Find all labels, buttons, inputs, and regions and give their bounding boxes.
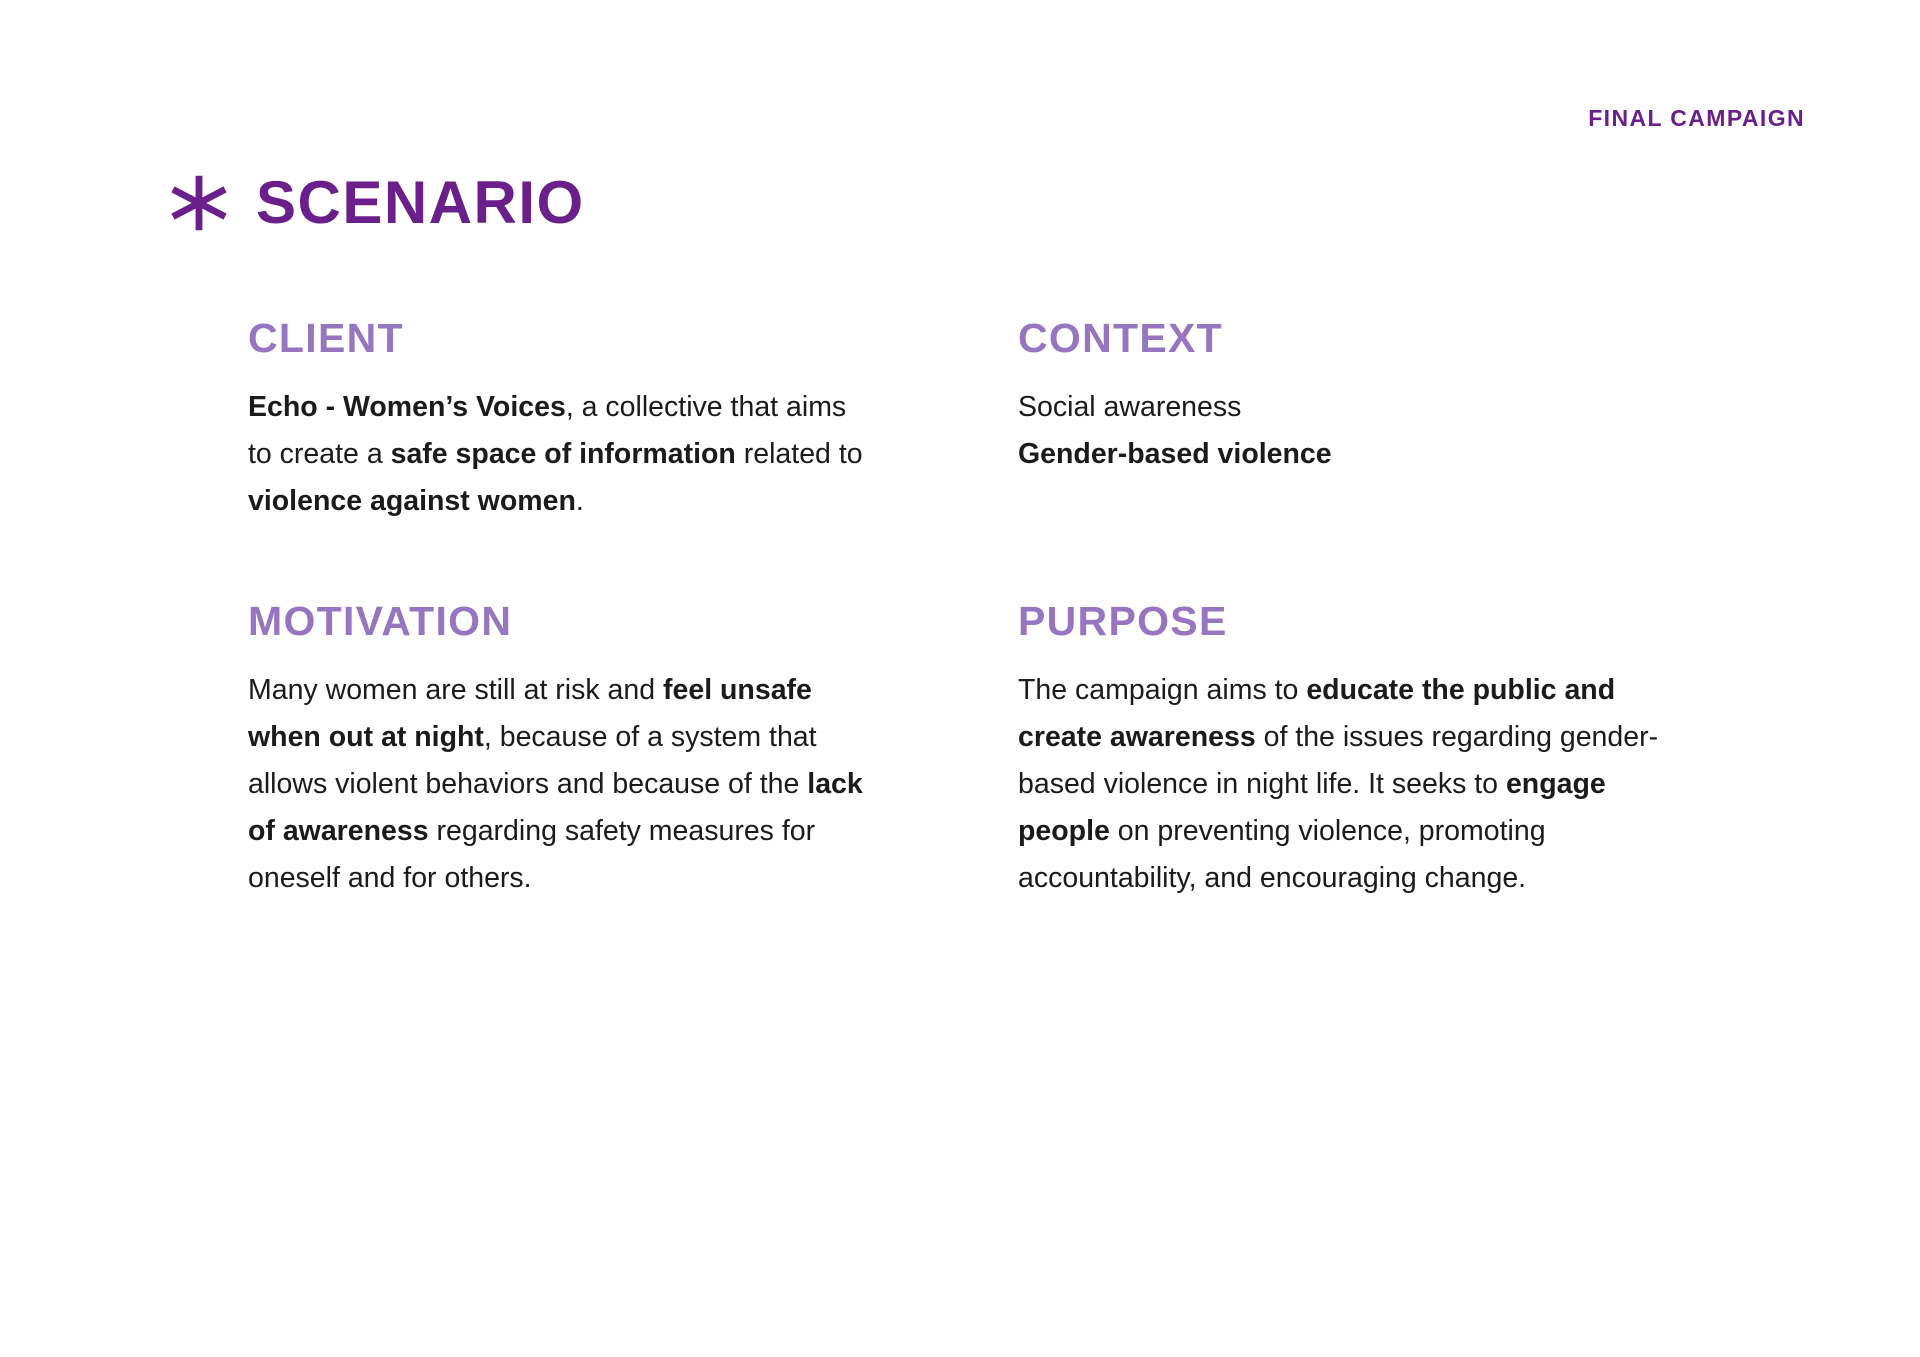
section-context [1018, 315, 1668, 525]
slide-title-row [168, 169, 585, 236]
section-body-motivation: Many women are still at risk and feel unsafe when out at night, because of a system that allows violent behaviors and because of the lack of awareness regarding safety measures for oneself and for others. [248, 674, 863, 895]
section-body-purpose: The campaign aims to educate the public and create awareness of the issues regarding gender-based violence in night life. It seeks to engage people on preventing violence, promoting accountability, and encouraging change. [1018, 674, 1659, 895]
header-kicker: FINAL CAMPAIGN [1588, 105, 1805, 131]
section-body-client: Echo - Women’s Voices, a collective that aims to create a safe space of information related to violence against women. [248, 391, 863, 518]
section-title-motivation: MOTIVATION [248, 598, 513, 645]
section-title-context: CONTEXT [1018, 315, 1223, 361]
content-grid [248, 315, 1718, 902]
asterisk-icon [168, 172, 230, 234]
section-title-purpose: PURPOSE [1018, 598, 1228, 645]
section-client [248, 315, 868, 525]
section-purpose [1018, 598, 1668, 902]
section-title-client: CLIENT [248, 315, 404, 361]
section-body-context: Social awareness Gender-based violence [1018, 391, 1332, 471]
section-motivation [248, 598, 868, 902]
page-title: SCENARIO [256, 169, 585, 236]
